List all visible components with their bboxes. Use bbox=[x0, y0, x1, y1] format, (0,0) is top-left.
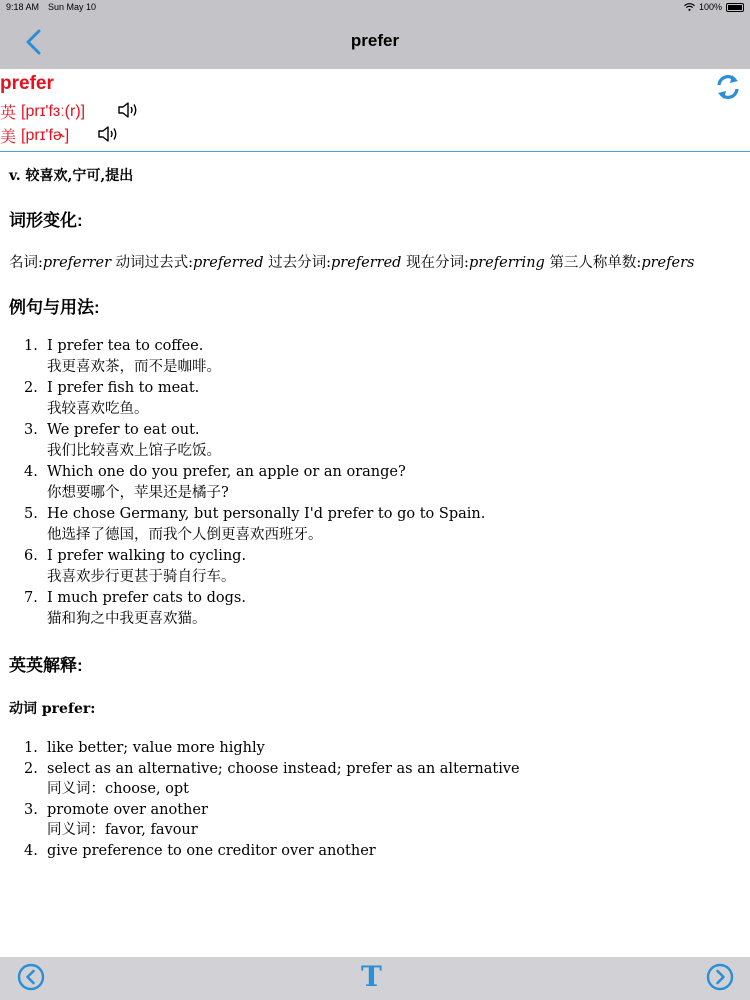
example-number: 7. bbox=[24, 590, 38, 606]
example-english: I prefer walking to cycling. bbox=[47, 548, 247, 564]
head-word: prefer bbox=[0, 73, 54, 94]
word-header bbox=[0, 69, 750, 152]
form-label: 过去分词: bbox=[268, 255, 331, 271]
example-body bbox=[47, 420, 221, 462]
definition-body bbox=[47, 759, 520, 800]
example-number: 2. bbox=[24, 380, 38, 396]
example-item bbox=[24, 504, 485, 546]
word-forms bbox=[9, 251, 694, 272]
form-value: preferred bbox=[330, 255, 402, 271]
english-definition-heading: 英英解释: bbox=[9, 656, 83, 675]
wifi-icon bbox=[684, 3, 695, 11]
uk-label: 英 bbox=[0, 105, 17, 122]
example-english: I prefer fish to meat. bbox=[47, 380, 200, 396]
next-word-icon[interactable] bbox=[706, 963, 734, 991]
definition-text: promote over another bbox=[47, 801, 208, 818]
status-time: 9:18 AM bbox=[6, 2, 40, 12]
definition-text: give preference to one creditor over another bbox=[47, 842, 376, 859]
form-label: 名词: bbox=[9, 255, 43, 271]
us-speaker-icon[interactable] bbox=[97, 124, 119, 144]
definition-text: like better; value more highly bbox=[47, 740, 265, 756]
example-item bbox=[24, 588, 485, 630]
example-english: I prefer tea to coffee. bbox=[47, 338, 204, 354]
uk-speaker-icon[interactable] bbox=[117, 100, 139, 120]
part-of-speech-definition: v. 较喜欢,宁可,提出 bbox=[9, 168, 134, 184]
example-chinese: 我更喜欢茶，而不是咖啡。 bbox=[47, 359, 221, 375]
refresh-icon[interactable] bbox=[714, 73, 742, 101]
example-body bbox=[47, 336, 221, 378]
uk-phonetic-row bbox=[0, 100, 85, 123]
definition-item bbox=[24, 800, 520, 841]
definition-number: 4. bbox=[24, 842, 38, 859]
form-label: 第三人称单数: bbox=[549, 255, 642, 271]
definition-body bbox=[47, 841, 376, 862]
form-value: preferred bbox=[193, 255, 264, 271]
definition-synonyms: 同义词：choose, opt bbox=[47, 781, 189, 797]
us-label: 美 bbox=[0, 129, 17, 146]
form-value: preferring bbox=[468, 255, 545, 271]
bottom-toolbar bbox=[0, 957, 750, 1000]
form-label: 现在分词: bbox=[406, 255, 469, 271]
status-right bbox=[684, 2, 744, 12]
example-number: 5. bbox=[24, 506, 38, 522]
example-item bbox=[24, 546, 485, 588]
example-body bbox=[47, 546, 246, 588]
example-item bbox=[24, 378, 485, 420]
example-chinese: 猫和狗之中我更喜欢猫。 bbox=[47, 611, 207, 627]
english-definition-subtitle: 动词 prefer: bbox=[9, 701, 96, 717]
definition-body bbox=[47, 738, 265, 759]
battery-percent: 100% bbox=[698, 2, 722, 12]
definition-number: 2. bbox=[24, 760, 38, 777]
previous-word-icon[interactable] bbox=[17, 963, 45, 991]
example-list bbox=[24, 336, 485, 630]
definition-item bbox=[24, 759, 520, 800]
example-english: I much prefer cats to dogs. bbox=[47, 590, 246, 606]
form-label: 动词过去式: bbox=[115, 255, 194, 271]
definition-item bbox=[24, 841, 520, 862]
example-number: 6. bbox=[24, 548, 38, 564]
definition-item bbox=[24, 738, 520, 759]
examples-heading: 例句与用法: bbox=[9, 298, 100, 317]
definition-synonyms: 同义词：favor, favour bbox=[47, 822, 198, 838]
form-value: preferrer bbox=[42, 255, 112, 271]
example-chinese: 我喜欢步行更甚于骑自行车。 bbox=[47, 569, 236, 585]
definition-number: 3. bbox=[24, 801, 38, 818]
example-number: 3. bbox=[24, 422, 38, 438]
definition-text: select as an alternative; choose instead; prefer as an alternative bbox=[47, 760, 520, 777]
definition-number: 1. bbox=[24, 740, 38, 756]
definition-body bbox=[47, 800, 208, 841]
example-number: 4. bbox=[24, 464, 38, 480]
english-definition-list bbox=[24, 738, 520, 861]
example-body bbox=[47, 462, 406, 504]
forms-heading: 词形变化: bbox=[9, 211, 83, 230]
example-english: Which one do you prefer, an apple or an orange? bbox=[47, 464, 406, 480]
status-date: Sun May 10 bbox=[48, 2, 97, 12]
example-english: We prefer to eat out. bbox=[47, 422, 200, 438]
example-item bbox=[24, 420, 485, 462]
navigation-bar bbox=[0, 14, 750, 69]
font-size-icon[interactable]: T bbox=[361, 960, 382, 993]
example-chinese: 我较喜欢吃鱼。 bbox=[47, 401, 149, 417]
example-body bbox=[47, 588, 246, 630]
example-body bbox=[47, 378, 199, 420]
us-phonetic-row bbox=[0, 124, 69, 147]
example-body bbox=[47, 504, 485, 546]
battery-icon bbox=[726, 3, 744, 12]
example-english: He chose Germany, but personally I'd prefer to go to Spain. bbox=[47, 506, 486, 522]
example-number: 1. bbox=[24, 338, 38, 354]
example-chinese: 你想要哪个，苹果还是橘子? bbox=[47, 485, 229, 501]
us-phonetic: [prɪ'fɚ] bbox=[21, 126, 70, 144]
example-chinese: 我们比较喜欢上馆子吃饭。 bbox=[47, 443, 221, 459]
status-bar bbox=[0, 0, 750, 14]
example-item bbox=[24, 462, 485, 504]
example-item bbox=[24, 336, 485, 378]
example-chinese: 他选择了德国，而我个人倒更喜欢西班牙。 bbox=[47, 527, 323, 543]
page-title: prefer bbox=[350, 31, 400, 50]
form-value: prefers bbox=[641, 255, 695, 271]
uk-phonetic: [prɪ'fɜː(r)] bbox=[21, 102, 86, 120]
